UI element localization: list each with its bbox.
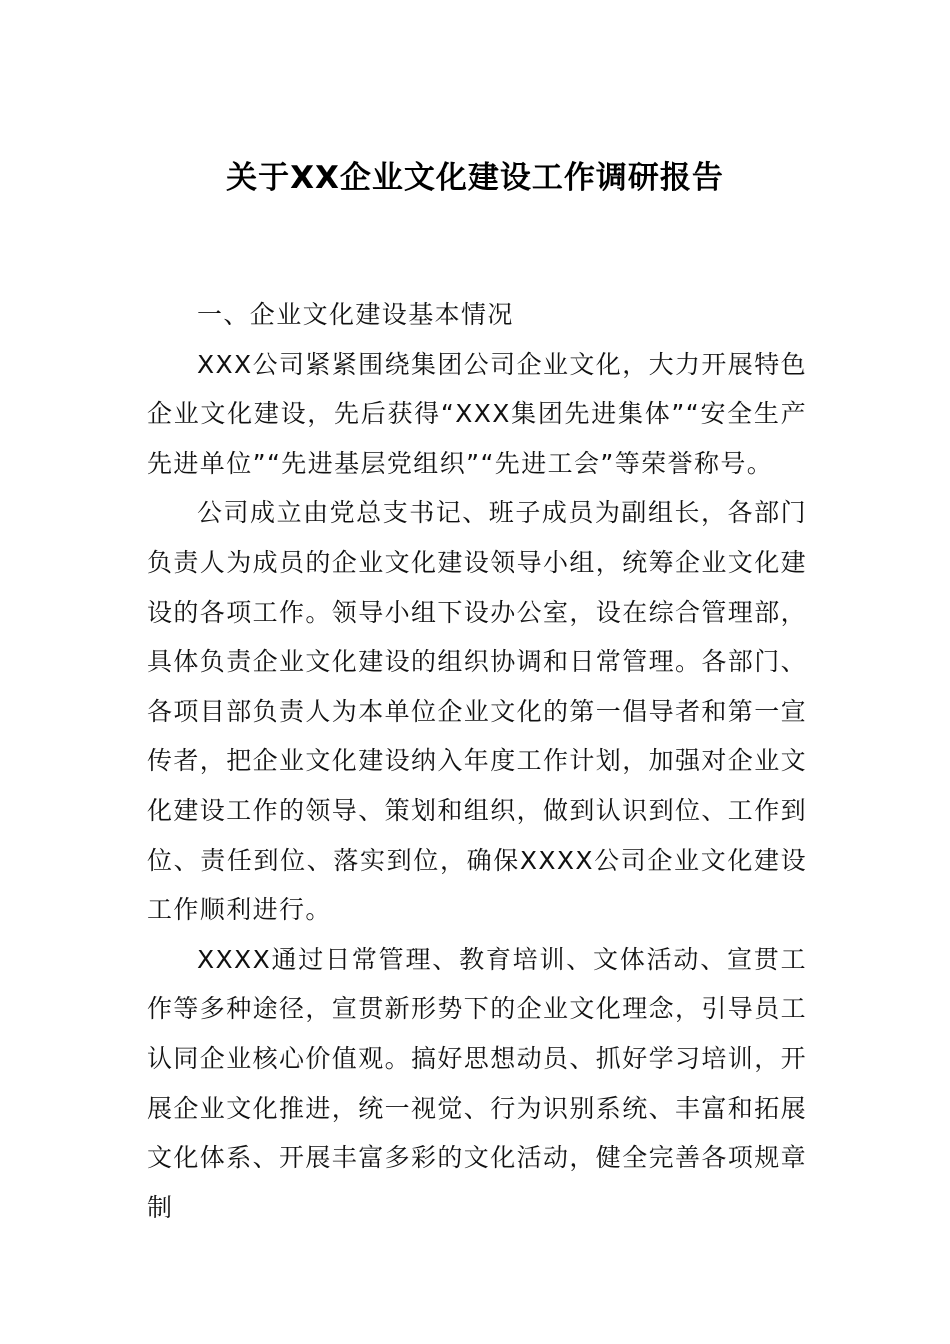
paragraph-1: XXX公司紧紧围绕集团公司企业文化，大力开展特色企业文化建设，先后获得“XXX集团先进集体”“安全生产先进单位”“先进基层党组织”“先进工会”等荣誉称号。 — [147, 349, 807, 478]
paragraph-3: XXXX通过日常管理、教育培训、文体活动、宣贯工作等多种途径，宣贯新形势下的企业文化理念，引导员工认同企业核心价值观。搞好思想动员、抓好学习培训，开展企业文化推进，统一视觉、行为识别系统、丰富和拓展文化体系、开展丰富多彩的文化活动，健全完善各项规章制 — [147, 944, 808, 1222]
document-body — [147, 290, 807, 1232]
section-heading: 一、企业文化建设基本情况 — [197, 300, 514, 329]
document-title: 关于XX企业文化建设工作调研报告 — [226, 160, 724, 196]
paragraph-2: 公司成立由党总支书记、班子成员为副组长，各部门负责人为成员的企业文化建设领导小组，统筹企业文化建设的各项工作。领导小组下设办公室，设在综合管理部，具体负责企业文化建设的组织协调和日常管理。各部门、各项目部负责人为本单位企业文化的第一倡导者和第一宣传者，把企业文化建设纳入年度工作计划，加强对企业文化建设工作的领导、策划和组织，做到认识到位、工作到位、责任到位、落实到位，确保XXXX公司企业文化建设工作顺利进行。 — [147, 498, 808, 925]
